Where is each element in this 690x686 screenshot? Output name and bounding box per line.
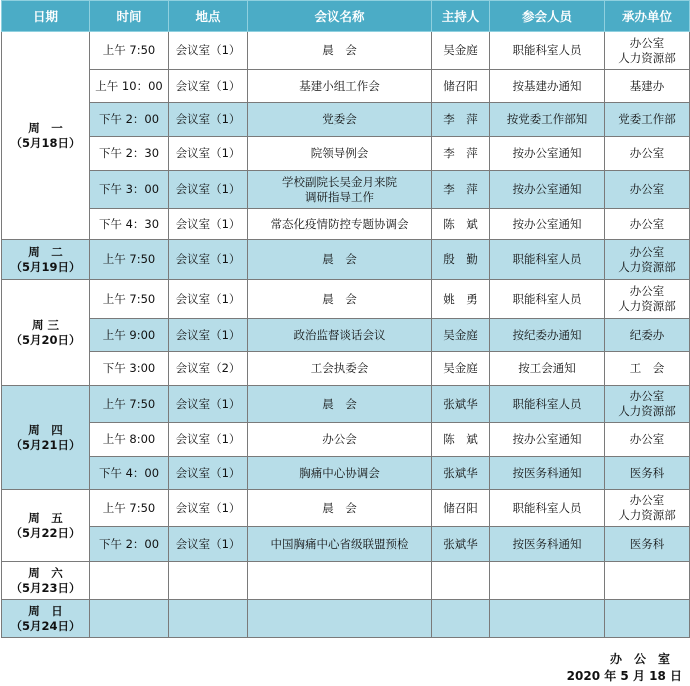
host-cell: 殷 勤 (432, 240, 490, 280)
header-time: 时间 (90, 1, 169, 32)
attendees-cell: 按纪委办通知 (490, 319, 605, 352)
time-cell: 上午 10：00 (90, 70, 169, 103)
time-cell: 上午 9:00 (90, 319, 169, 352)
host-cell: 陈 斌 (432, 209, 490, 240)
meeting-title-cell: 政治监督谈话会议 (248, 319, 432, 352)
day-name: 周 二 (28, 244, 63, 259)
schedule-row (2, 240, 690, 280)
day-cell (2, 32, 90, 240)
day-name: 周 五 (28, 510, 63, 525)
attendees-cell: 按办公室通知 (490, 423, 605, 457)
host-cell: 吴金庭 (432, 32, 490, 70)
host-cell: 储召阳 (432, 70, 490, 103)
attendees-cell: 按办公室通知 (490, 209, 605, 240)
day-date: （5月22日） (10, 525, 81, 540)
meeting-title-cell: 基建小组工作会 (248, 70, 432, 103)
attendees-cell: 职能科室人员 (490, 386, 605, 423)
schedule-row (2, 423, 690, 457)
day-date: （5月18日） (10, 135, 81, 150)
time-cell: 上午 7:50 (90, 490, 169, 527)
meeting-schedule-table (1, 0, 690, 638)
host-cell: 吴金庭 (432, 352, 490, 386)
attendees-cell: 按医务科通知 (490, 527, 605, 562)
organizer-cell: 医务科 (605, 457, 690, 490)
schedule-row (2, 137, 690, 171)
organizer-cell (605, 562, 690, 600)
attendees-cell: 按办公室通知 (490, 171, 605, 209)
host-cell: 陈 斌 (432, 423, 490, 457)
host-cell: 李 萍 (432, 103, 490, 137)
meeting-title-cell: 晨 会 (248, 386, 432, 423)
organizer-cell: 纪委办 (605, 319, 690, 352)
meeting-title-cell: 工会执委会 (248, 352, 432, 386)
time-cell: 上午 7:50 (90, 280, 169, 319)
host-cell: 张斌华 (432, 457, 490, 490)
host-cell (432, 600, 490, 638)
attendees-cell: 职能科室人员 (490, 280, 605, 319)
place-cell: 会议室（1） (169, 103, 248, 137)
organizer-cell: 办公室 (605, 171, 690, 209)
meeting-title-cell: 学校副院长吴金月来院 调研指导工作 (248, 171, 432, 209)
day-cell (2, 600, 90, 638)
meeting-title-cell: 晨 会 (248, 280, 432, 319)
day-cell (2, 386, 90, 490)
attendees-cell: 按医务科通知 (490, 457, 605, 490)
place-cell (169, 600, 248, 638)
day-name: 周 一 (28, 120, 63, 135)
organizer-cell: 办公室 (605, 209, 690, 240)
place-cell: 会议室（1） (169, 70, 248, 103)
host-cell: 李 萍 (432, 137, 490, 171)
meeting-title-cell: 党委会 (248, 103, 432, 137)
time-cell: 下午 4：30 (90, 209, 169, 240)
meeting-title-cell: 晨 会 (248, 490, 432, 527)
time-cell: 下午 3：00 (90, 171, 169, 209)
meeting-title-cell: 胸痛中心协调会 (248, 457, 432, 490)
attendees-cell (490, 600, 605, 638)
day-date: （5月19日） (10, 259, 81, 274)
time-cell: 下午 2：00 (90, 527, 169, 562)
schedule-row (2, 457, 690, 490)
place-cell: 会议室（1） (169, 386, 248, 423)
header-row (2, 1, 690, 32)
header-organizer: 承办单位 (605, 1, 690, 32)
organizer-cell: 办公室 人力资源部 (605, 490, 690, 527)
meeting-title-cell: 常态化疫情防控专题协调会 (248, 209, 432, 240)
header-attendees: 参会人员 (490, 1, 605, 32)
schedule-row (2, 171, 690, 209)
time-cell: 上午 7:50 (90, 386, 169, 423)
day-name: 周 四 (28, 422, 63, 437)
header-host: 主持人 (432, 1, 490, 32)
schedule-row (2, 209, 690, 240)
time-cell: 下午 2：30 (90, 137, 169, 171)
host-cell: 张斌华 (432, 386, 490, 423)
schedule-row (2, 32, 690, 70)
footer-date: 2020 年 5 月 18 日 (566, 669, 682, 683)
place-cell: 会议室（2） (169, 352, 248, 386)
attendees-cell: 按工会通知 (490, 352, 605, 386)
schedule-row (2, 352, 690, 386)
day-date: （5月23日） (10, 580, 81, 595)
organizer-cell: 办公室 人力资源部 (605, 32, 690, 70)
time-cell: 上午 7:50 (90, 240, 169, 280)
meeting-title-cell (248, 600, 432, 638)
day-date: （5月21日） (10, 437, 81, 452)
schedule-row (2, 70, 690, 103)
organizer-cell: 工 会 (605, 352, 690, 386)
organizer-cell: 办公室 人力资源部 (605, 240, 690, 280)
place-cell: 会议室（1） (169, 490, 248, 527)
place-cell (169, 562, 248, 600)
attendees-cell: 职能科室人员 (490, 32, 605, 70)
attendees-cell: 按基建办通知 (490, 70, 605, 103)
meeting-title-cell: 晨 会 (248, 32, 432, 70)
time-cell: 下午 4：00 (90, 457, 169, 490)
time-cell: 下午 3:00 (90, 352, 169, 386)
place-cell: 会议室（1） (169, 171, 248, 209)
schedule-body (2, 32, 690, 638)
organizer-cell (605, 600, 690, 638)
meeting-title-cell: 晨 会 (248, 240, 432, 280)
organizer-cell: 办公室 人力资源部 (605, 280, 690, 319)
place-cell: 会议室（1） (169, 137, 248, 171)
place-cell: 会议室（1） (169, 240, 248, 280)
day-name: 周 六 (28, 565, 63, 580)
attendees-cell (490, 562, 605, 600)
organizer-cell: 党委工作部 (605, 103, 690, 137)
organizer-cell: 办公室 人力资源部 (605, 386, 690, 423)
day-date: （5月20日） (10, 332, 81, 347)
header-meeting-name: 会议名称 (248, 1, 432, 32)
place-cell: 会议室（1） (169, 423, 248, 457)
attendees-cell: 职能科室人员 (490, 490, 605, 527)
meeting-title-cell: 中国胸痛中心省级联盟预检 (248, 527, 432, 562)
day-date: （5月24日） (10, 618, 81, 633)
attendees-cell: 按办公室通知 (490, 137, 605, 171)
schedule-row (2, 527, 690, 562)
host-cell: 姚 勇 (432, 280, 490, 319)
footer-office: 办 公 室 (609, 652, 670, 666)
day-cell (2, 280, 90, 386)
schedule-row (2, 319, 690, 352)
organizer-cell: 办公室 (605, 423, 690, 457)
header-place: 地点 (169, 1, 248, 32)
place-cell: 会议室（1） (169, 209, 248, 240)
day-cell (2, 562, 90, 600)
organizer-cell: 医务科 (605, 527, 690, 562)
place-cell: 会议室（1） (169, 32, 248, 70)
schedule-row (2, 562, 690, 600)
host-cell: 李 萍 (432, 171, 490, 209)
header-date: 日期 (2, 1, 90, 32)
organizer-cell: 基建办 (605, 70, 690, 103)
time-cell (90, 600, 169, 638)
schedule-row (2, 280, 690, 319)
place-cell: 会议室（1） (169, 280, 248, 319)
attendees-cell: 职能科室人员 (490, 240, 605, 280)
host-cell: 张斌华 (432, 527, 490, 562)
day-name: 周 三 (31, 317, 59, 332)
meeting-title-cell: 院领导例会 (248, 137, 432, 171)
day-cell (2, 240, 90, 280)
host-cell: 储召阳 (432, 490, 490, 527)
organizer-cell: 办公室 (605, 137, 690, 171)
time-cell (90, 562, 169, 600)
place-cell: 会议室（1） (169, 319, 248, 352)
meeting-title-cell: 办公会 (248, 423, 432, 457)
place-cell: 会议室（1） (169, 457, 248, 490)
time-cell: 上午 7:50 (90, 32, 169, 70)
time-cell: 下午 2：00 (90, 103, 169, 137)
schedule-row (2, 600, 690, 638)
meeting-title-cell (248, 562, 432, 600)
host-cell: 吴金庭 (432, 319, 490, 352)
attendees-cell: 按党委工作部知 (490, 103, 605, 137)
schedule-row (2, 386, 690, 423)
day-name: 周 日 (28, 603, 63, 618)
host-cell (432, 562, 490, 600)
time-cell: 上午 8:00 (90, 423, 169, 457)
day-cell (2, 490, 90, 562)
schedule-row (2, 103, 690, 137)
schedule-row (2, 490, 690, 527)
place-cell: 会议室（1） (169, 527, 248, 562)
